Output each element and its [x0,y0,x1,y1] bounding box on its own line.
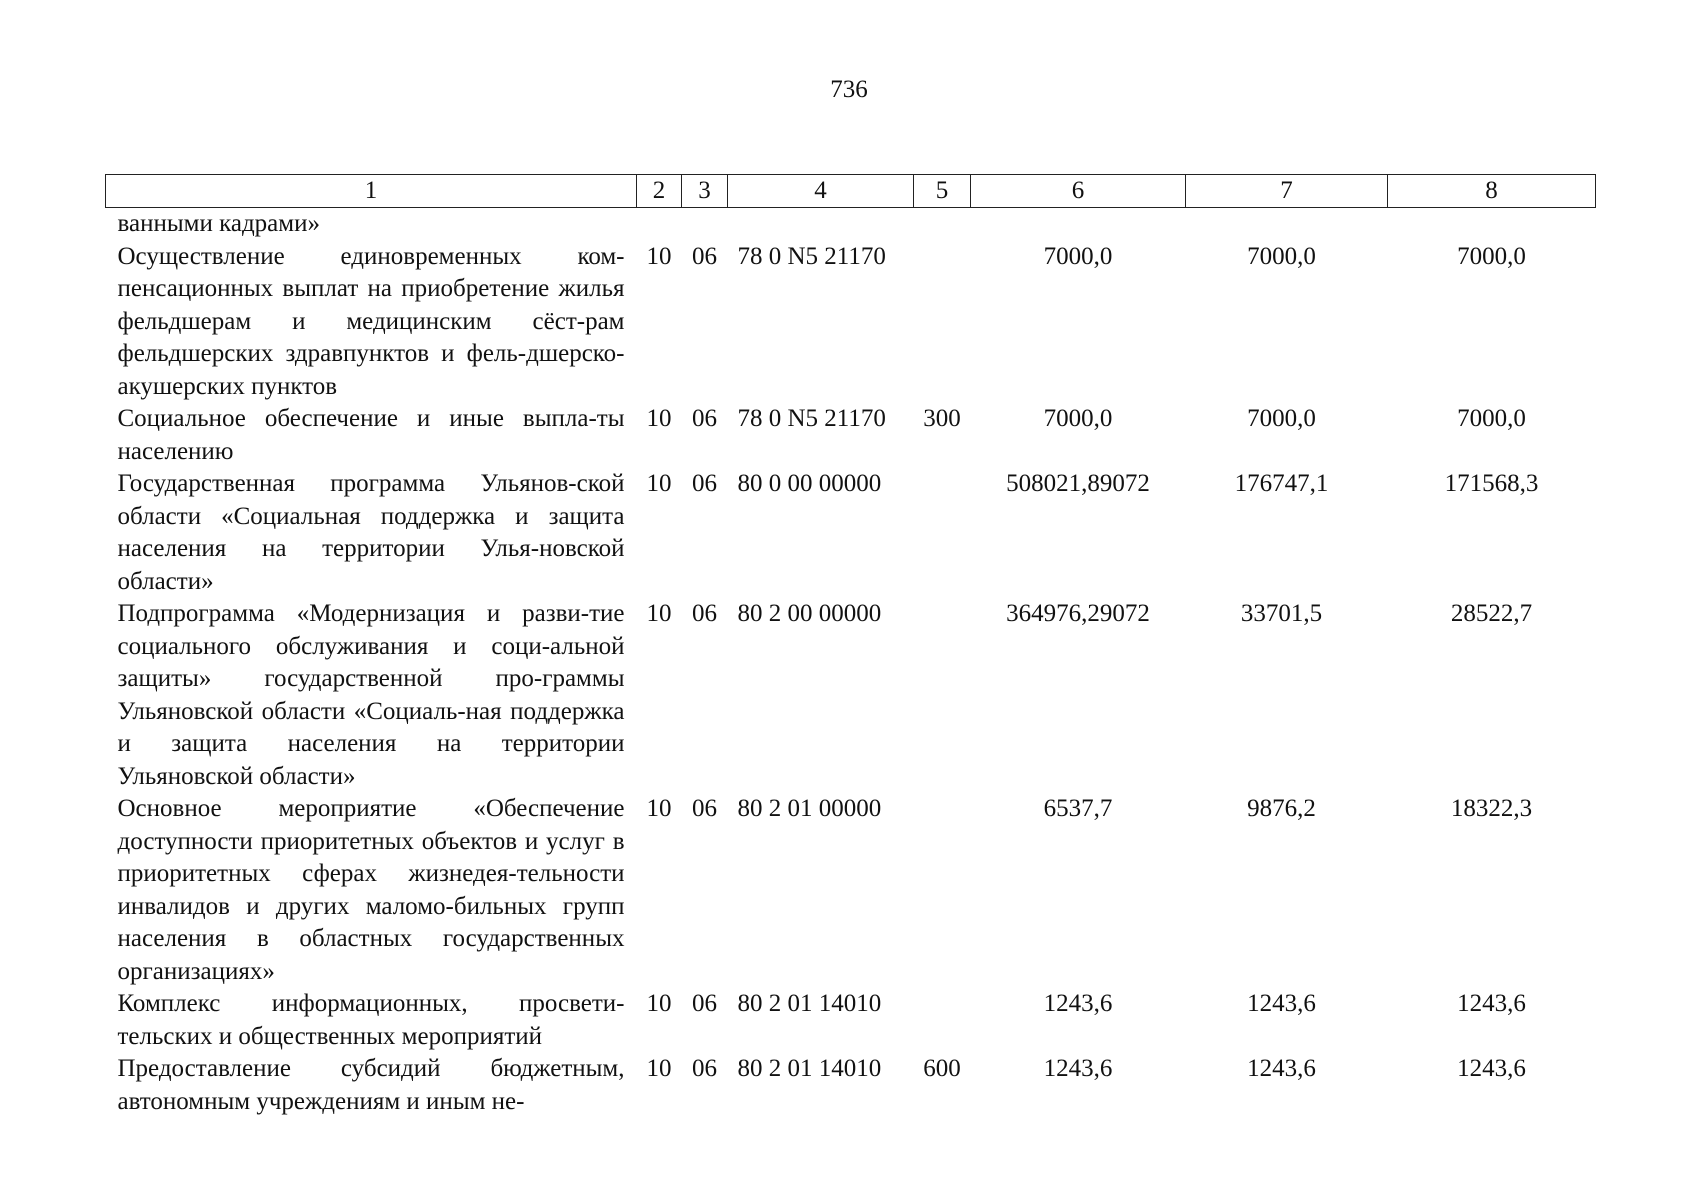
row-name: Осуществление единовременных ком-пенсационных выплат на приобретение жилья фельдшерам и медицинским сёст-рам фельдшерских здравпунктов и фель-дшерско-акушерских пунктов [117,242,625,400]
row-target-code: 80 2 00 00000 [737,600,882,627]
row-target-code: 80 2 01 14010 [737,1055,882,1082]
row-name: Предоставление субсидий бюджетным, автономным учреждениям и иным не- [117,1055,625,1115]
header-col-6: 6 [971,175,1186,208]
row-value-col7: 1243,6 [1247,990,1316,1017]
row-name: Социальное обеспечение и иные выпла-ты населению [117,405,625,465]
row-section: 10 [646,405,672,432]
row-value-col6: 7000,0 [1043,405,1113,432]
header-col-2: 2 [637,175,682,208]
budget-table [105,174,1596,1118]
row-subsection: 06 [692,600,717,627]
header-col-1: 1 [106,175,637,208]
table-row [106,468,1596,598]
row-subsection: 06 [692,795,717,822]
continuation-text: ванными кадрами» [117,210,320,237]
table-body [106,208,1596,1119]
row-target-code: 80 0 00 00000 [737,470,882,497]
page-number: 736 [830,76,868,103]
table-row [106,988,1596,1053]
row-value-col7: 1243,6 [1247,1055,1316,1082]
row-expense-type: 300 [923,405,961,432]
row-target-code: 80 2 01 00000 [737,795,882,822]
row-name: Основное мероприятие «Обеспечение доступности приоритетных объектов и услуг в приоритетных сферах жизнедея-тельности инвалидов и других маломо-бильных групп населения в областных государственных организациях» [117,795,625,985]
row-expense-type [914,598,971,793]
row-subsection: 06 [692,990,717,1017]
row-value-col6: 6537,7 [1043,795,1113,822]
row-value-col7: 33701,5 [1240,600,1323,627]
row-value-col8: 1243,6 [1457,990,1526,1017]
row-name: Подпрограмма «Модернизация и разви-тие социального обслуживания и соци-альной защиты» государственной про-граммы Ульяновской области «Социаль-ная поддержка и защита населения на территории Ульяновской области» [117,600,625,790]
table-row [106,1053,1596,1118]
row-value-col6: 364976,29072 [1006,600,1150,627]
table-row [106,241,1596,404]
row-subsection: 06 [692,242,717,270]
row-expense-type [914,988,971,1053]
row-target-code: 78 0 N5 21170 [737,242,886,270]
row-expense-type: 600 [923,1055,961,1082]
row-subsection: 06 [692,470,717,497]
table-row [106,793,1596,988]
row-value-col7: 176747,1 [1234,470,1329,497]
row-subsection: 06 [692,405,717,432]
row-value-col8: 7000,0 [1457,405,1526,432]
row-section: 10 [646,990,672,1017]
row-expense-type [914,241,971,404]
row-value-col6: 508021,89072 [1006,470,1150,497]
header-col-8: 8 [1388,175,1596,208]
row-section: 10 [646,600,672,627]
row-value-col6: 1243,6 [1043,1055,1113,1082]
row-value-col6: 7000,0 [1043,242,1113,270]
table-row [106,598,1596,793]
header-row [106,175,1596,208]
continuation-row [106,208,1596,241]
row-subsection: 06 [692,1055,717,1082]
header-col-4: 4 [728,175,914,208]
row-value-col8: 28522,7 [1450,600,1533,627]
row-value-col7: 7000,0 [1247,405,1316,432]
table-header [106,175,1596,208]
row-value-col8: 18322,3 [1450,795,1533,822]
row-value-col7: 9876,2 [1247,795,1316,822]
row-section: 10 [646,1055,672,1082]
row-target-code: 80 2 01 14010 [737,990,882,1017]
row-target-code: 78 0 N5 21170 [737,405,886,432]
row-value-col6: 1243,6 [1043,990,1113,1017]
row-value-col8: 7000,0 [1457,242,1526,270]
header-col-7: 7 [1186,175,1388,208]
table-row [106,403,1596,468]
row-expense-type [914,468,971,598]
header-col-5: 5 [914,175,971,208]
row-value-col7: 7000,0 [1247,242,1316,270]
row-value-col8: 171568,3 [1444,470,1539,497]
row-name: Государственная программа Ульянов-ской области «Социальная поддержка и защита населения на территории Улья-новской области» [117,470,625,595]
row-name: Комплекс информационных, просвети-тельских и общественных мероприятий [117,990,625,1050]
row-section: 10 [646,795,672,822]
row-section: 10 [646,470,672,497]
row-section: 10 [646,242,672,270]
row-value-col8: 1243,6 [1457,1055,1526,1082]
header-col-3: 3 [682,175,728,208]
row-expense-type [914,793,971,988]
